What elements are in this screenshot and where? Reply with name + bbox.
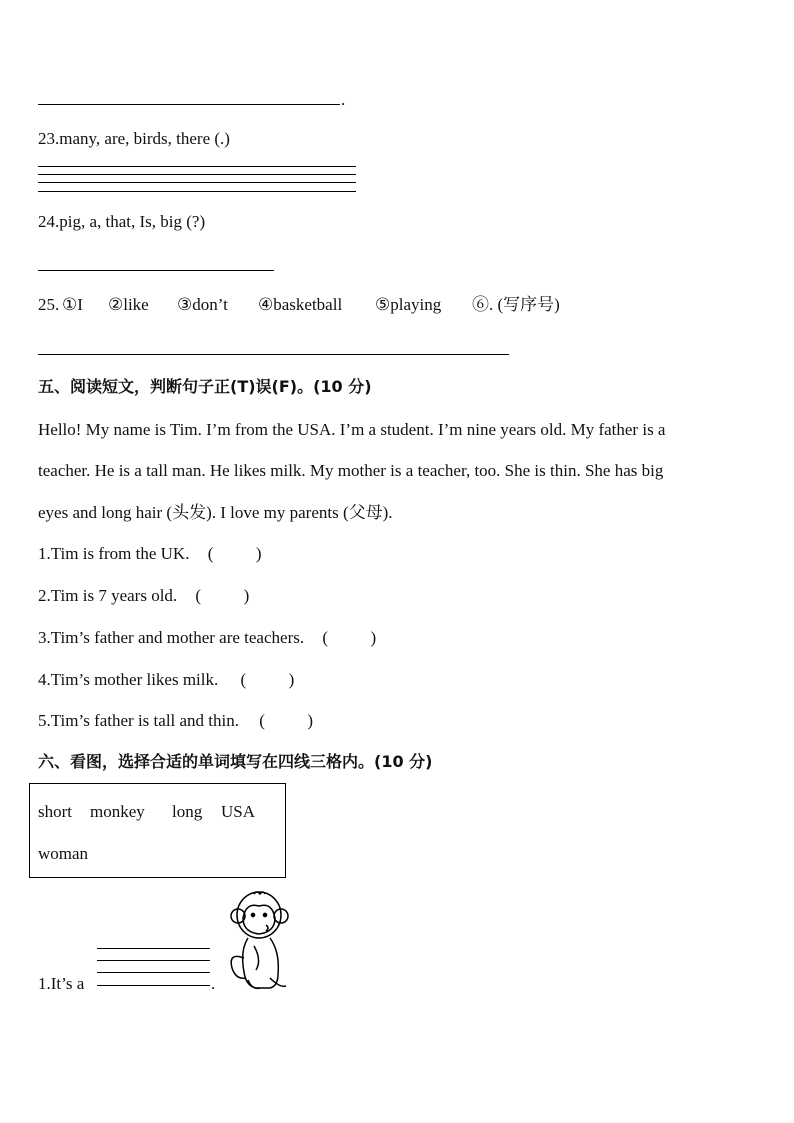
answer-line-q22[interactable] <box>38 104 340 105</box>
statement-text: 1.Tim is from the UK. <box>38 544 190 563</box>
answer-paren[interactable]: ( ) <box>207 544 262 563</box>
word-bank-item: short <box>38 802 72 821</box>
section6-q1-prefix: 1.It’s a <box>38 974 85 993</box>
q25-item: ⑤playing <box>375 295 442 314</box>
statement-2 <box>38 586 249 606</box>
answer-paren[interactable]: ( ) <box>240 670 295 689</box>
q25-item: ①I <box>62 295 83 314</box>
answer-line-q24[interactable] <box>38 270 274 271</box>
four-line-grid-section6-q1[interactable] <box>97 948 210 988</box>
monkey-icon <box>226 888 292 992</box>
statement-text: 3.Tim’s father and mother are teachers. <box>38 628 305 647</box>
q25-item: ④basketball <box>258 295 343 314</box>
statement-4 <box>38 670 294 690</box>
answer-paren[interactable]: ( ) <box>195 586 250 605</box>
answer-line-q25[interactable] <box>38 354 509 355</box>
statement-3 <box>38 628 376 648</box>
four-line-grid-q23[interactable] <box>38 166 356 194</box>
statement-text: 2.Tim is 7 years old. <box>38 586 178 605</box>
q22-end-mark: . <box>341 90 346 109</box>
q23-prompt: 23.many, are, birds, there (.) <box>38 129 230 148</box>
passage-line: eyes and long hair (头发). I love my parents (父母). <box>38 503 393 522</box>
section6-heading: 六、看图，选择合适的单词填写在四线三格内。(10 分) <box>38 752 433 771</box>
word-bank-item: woman <box>38 844 89 863</box>
word-bank-item: monkey <box>90 802 145 821</box>
q25-item: ②like <box>108 295 149 314</box>
section6-q1-suffix: . <box>211 974 216 993</box>
word-bank-item: long <box>172 802 203 821</box>
statement-text: 4.Tim’s mother likes milk. <box>38 670 219 689</box>
section5-heading: 五、阅读短文，判断句子正(T)误(F)。(10 分) <box>38 377 372 396</box>
passage-line: teacher. He is a tall man. He likes milk. My mother is a teacher, too. She is thin. She has big <box>38 461 664 480</box>
q25-number: 25. <box>38 295 60 314</box>
statement-5 <box>38 711 313 731</box>
statement-1 <box>38 544 262 564</box>
q24-prompt: 24.pig, a, that, Is, big (?) <box>38 212 206 231</box>
passage-line: Hello! My name is Tim. I’m from the USA. I’m a student. I’m nine years old. My father is a <box>38 420 666 439</box>
answer-paren[interactable]: ( ) <box>322 628 377 647</box>
word-bank-box <box>29 783 286 878</box>
q25-item: ③don’t <box>177 295 228 314</box>
answer-paren[interactable]: ( ) <box>259 711 314 730</box>
statement-text: 5.Tim’s father is tall and thin. <box>38 711 240 730</box>
word-bank-item: USA <box>221 802 256 821</box>
q25-item: ⑥. (写序号) <box>472 295 560 314</box>
